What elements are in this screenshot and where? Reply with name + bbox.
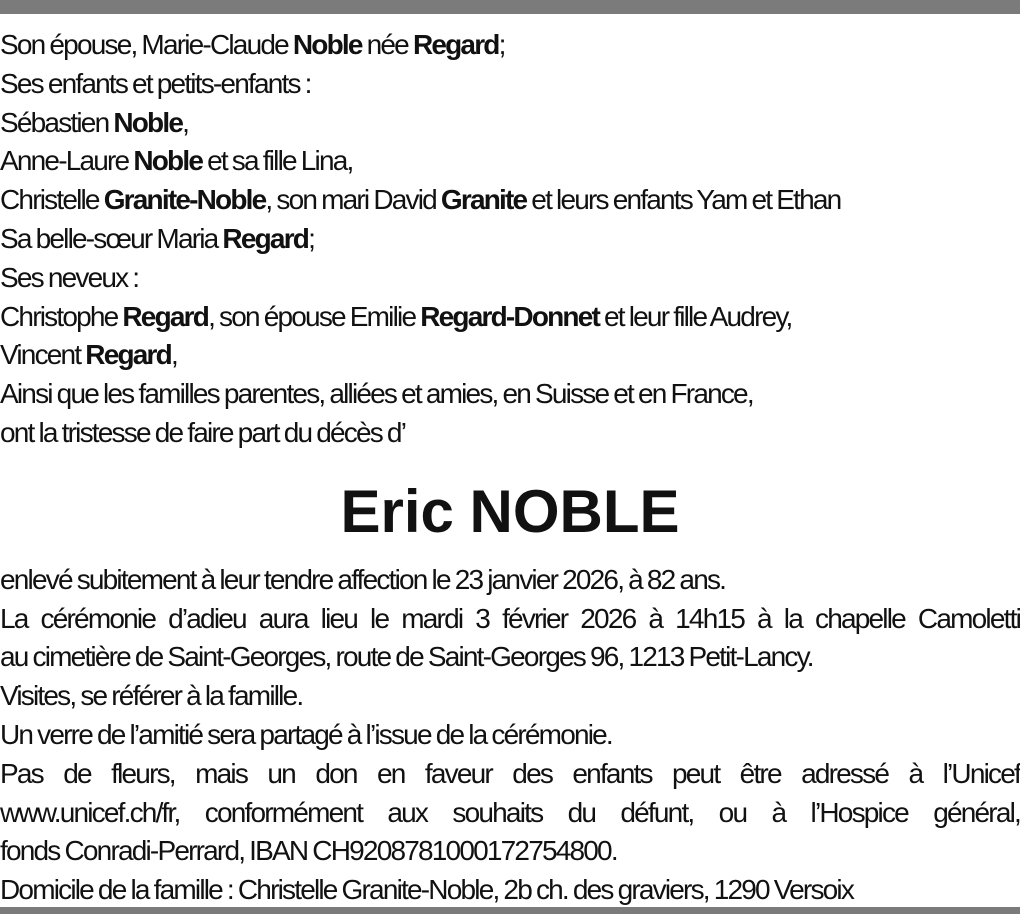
detail-line-donation: Pas de fleurs, mais un don en faveur des enfants peut être adressé à l’Unicef xyxy=(0,757,1020,789)
detail-line-iban: fonds Conradi-Perrard, IBAN CH9208781000172754800. xyxy=(0,835,617,867)
detail-line-cemetery: au cimetière de Saint-Georges, route de Saint-Georges 96, 1213 Petit-Lancy. xyxy=(0,641,813,673)
detail-line-donation-links: www.unicef.ch/fr, conformément aux souhaits du défunt, ou à l’Hospice général, xyxy=(0,796,1020,828)
family-line-christophe: Christophe Regard, son épouse Emilie Regard-Donnet et leur fille Audrey, xyxy=(0,300,792,332)
family-line-christelle: Christelle Granite-Noble, son mari David Granite et leurs enfants Yam et Ethan xyxy=(0,184,841,216)
family-line-spouse: Son épouse, Marie-Claude Noble née Regard; xyxy=(0,29,505,60)
detail-line-passing: enlevé subitement à leur tendre affection le 23 janvier 2026, à 82 ans. xyxy=(0,563,726,595)
deceased-name: Eric NOBLE xyxy=(340,478,680,546)
family-line-relatives: Ainsi que les familles parentes, alliées et amies, en Suisse et en France, xyxy=(0,378,753,410)
family-line-vincent: Vincent Regard, xyxy=(0,339,177,371)
family-line-announcement: ont la tristesse de faire part du décès d’ xyxy=(0,416,406,448)
bottom-rule xyxy=(0,907,1020,914)
family-line-sebastien: Sébastien Noble, xyxy=(0,106,189,138)
detail-line-visits: Visites, se référer à la famille. xyxy=(0,680,303,712)
detail-line-ceremony: La cérémonie d’adieu aura lieu le mardi 3 février 2026 à 14h15 à la chapelle Camoletti xyxy=(0,602,1020,634)
detail-line-reception: Un verre de l’amitié sera partagé à l’issue de la cérémonie. xyxy=(0,718,612,750)
obituary-notice xyxy=(0,26,1020,910)
family-line-anne-laure: Anne-Laure Noble et sa fille Lina, xyxy=(0,145,353,177)
family-line-children-heading: Ses enfants et petits-enfants : xyxy=(0,67,311,99)
family-line-nephews-heading: Ses neveux : xyxy=(0,261,139,293)
top-rule xyxy=(0,0,1020,14)
family-line-sister-in-law: Sa belle-sœur Maria Regard; xyxy=(0,222,315,254)
detail-line-domicile: Domicile de la famille : Christelle Granite-Noble, 2b ch. des graviers, 1290 Versoix xyxy=(0,874,854,906)
deceased-name-block xyxy=(0,453,1020,561)
